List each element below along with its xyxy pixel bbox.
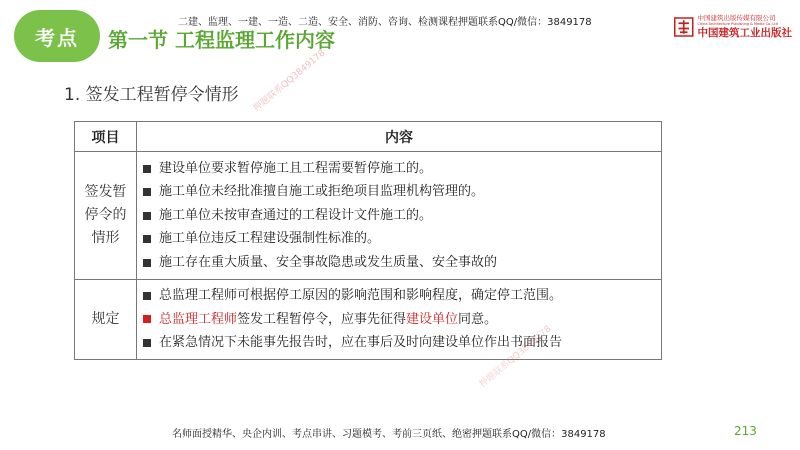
list-item-highlighted — [143, 308, 655, 332]
list-item-text: 总监理工程师可根据停工原因的影响范围和影响程度，确定停工范围。 — [159, 288, 563, 303]
list-item — [143, 251, 655, 275]
table-row — [75, 152, 662, 280]
bullet-square-icon — [143, 339, 151, 347]
bullet-square-icon — [143, 292, 151, 300]
list-item — [143, 204, 655, 228]
list-item-text: 在紧急情况下未能事先报告时，应在事后及时向建设单位作出书面报告 — [159, 335, 563, 350]
list-item-text: 施工存在重大质量、安全事故隐患或发生质量、安全事故的 — [159, 254, 498, 270]
bullet-square-icon — [143, 188, 151, 196]
bullet-square-icon — [143, 259, 151, 267]
row-head-line: 停令的 — [84, 207, 127, 223]
list-item-text: 施工单位违反工程建设强制性标准的。 — [159, 231, 381, 247]
footer-notice: 名师面授精华、央企内训、考点串讲、习题模考、考前三页纸、绝密押题联系QQ/微信：3849178 — [172, 429, 606, 440]
subtitle: 1. 签发工程暂停令情形 — [64, 85, 239, 105]
list-item-text: 同意。 — [458, 311, 498, 327]
table-row — [75, 280, 662, 360]
list-item — [143, 157, 655, 181]
publisher-name-small: 中国建筑出版传媒有限公司 — [697, 14, 776, 22]
bullet-square-icon — [143, 235, 151, 243]
page-number: 213 — [734, 424, 757, 438]
publisher-name-large: 中国建筑工业出版社 — [697, 27, 792, 39]
content-table — [74, 121, 662, 360]
section-title: 第一节 工程监理工作内容 — [108, 28, 335, 52]
watermark-text: 押题联系QQ3849178 — [251, 48, 328, 114]
publisher-name-en: China Architecture Publishing & Media Co.,Ltd — [697, 22, 778, 26]
row-head-regulations: 规定 — [75, 280, 137, 360]
column-header-item: 项目 — [75, 122, 137, 152]
top-notice: 二建、监理、一建、一造、二造、安全、消防、咨询、检测课程押题联系QQ/微信：3849178 — [178, 17, 592, 28]
bullet-square-icon — [143, 165, 151, 173]
list-item-text: 建设单位要求暂停施工且工程需要暂停施工的。 — [159, 160, 433, 176]
list-item-text: 签发工程暂停令，应事先征得 — [237, 311, 407, 327]
highlight-construction-unit: 建设单位 — [406, 311, 459, 327]
badge-label: 考点 — [35, 25, 79, 50]
bullet-square-icon — [143, 212, 151, 220]
list-item — [143, 180, 655, 204]
list-item-text: 施工单位未经批准擅自施工或拒绝项目监理机构管理的。 — [159, 184, 485, 200]
publisher-logo-block — [674, 10, 792, 44]
row-content-regulations — [137, 280, 662, 360]
list-item — [143, 284, 655, 308]
list-item — [143, 331, 655, 355]
list-item — [143, 227, 655, 251]
publisher-logo-icon — [674, 14, 694, 40]
row-head-line: 签发暂 — [84, 184, 127, 200]
topic-badge — [14, 10, 100, 62]
watermark-text: 押题联系QQ3849178 — [477, 324, 554, 390]
bullet-square-red-icon — [143, 315, 151, 323]
table-header-row — [75, 122, 662, 152]
highlight-chief-engineer: 总监理工程师 — [159, 311, 238, 327]
column-header-content: 内容 — [137, 122, 662, 152]
row-head-line: 情形 — [91, 230, 120, 246]
row-content-suspension-cases — [137, 152, 662, 280]
list-item-text: 施工单位未按审查通过的工程设计文件施工的。 — [159, 207, 433, 223]
row-head-suspension-cases — [75, 152, 137, 280]
